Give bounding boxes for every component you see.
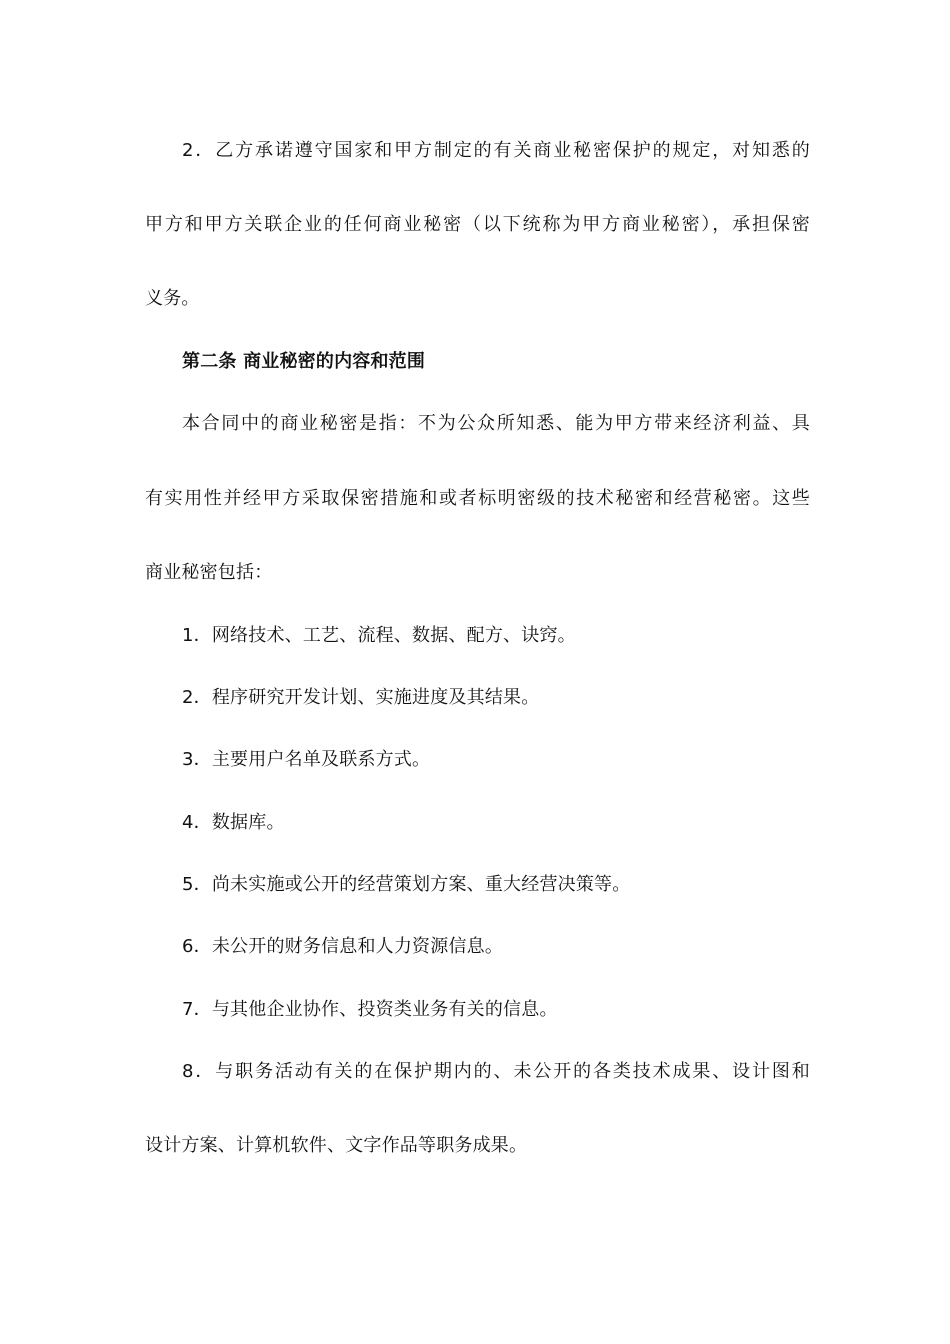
list-item-6: 6．未公开的财务信息和人力资源信息。 (182, 936, 504, 957)
paragraph-2-line-3: 商业秘密包括： (145, 562, 273, 583)
paragraph-2-line-1: 本合同中的商业秘密是指：不为公众所知悉、能为甲方带来经济利益、具 (182, 413, 810, 434)
section-heading-article-2: 第二条 商业秘密的内容和范围 (182, 351, 426, 372)
list-item-8-line-2: 设计方案、计算机软件、文字作品等职务成果。 (145, 1135, 528, 1156)
paragraph-1-line-3: 义务。 (145, 288, 200, 309)
paragraph-1-line-2: 甲方和甲方关联企业的任何商业秘密（以下统称为甲方商业秘密），承担保密 (145, 214, 810, 235)
list-item-2: 2．程序研究开发计划、实施进度及其结果。 (182, 687, 540, 708)
list-item-8-line-1: 8．与职务活动有关的在保护期内的、未公开的各类技术成果、设计图和 (182, 1061, 810, 1082)
list-item-1: 1．网络技术、工艺、流程、数据、配方、诀窍。 (182, 625, 576, 646)
paragraph-2-line-2: 有实用性并经甲方采取保密措施和或者标明密级的技术秘密和经营秘密。这些 (145, 488, 810, 509)
list-item-5: 5．尚未实施或公开的经营策划方案、重大经营决策等。 (182, 874, 631, 895)
list-item-3: 3．主要用户名单及联系方式。 (182, 749, 431, 770)
list-item-7: 7．与其他企业协作、投资类业务有关的信息。 (182, 999, 558, 1020)
list-item-4: 4．数据库。 (182, 812, 285, 833)
paragraph-1-line-1: 2．乙方承诺遵守国家和甲方制定的有关商业秘密保护的规定，对知悉的 (182, 140, 810, 161)
